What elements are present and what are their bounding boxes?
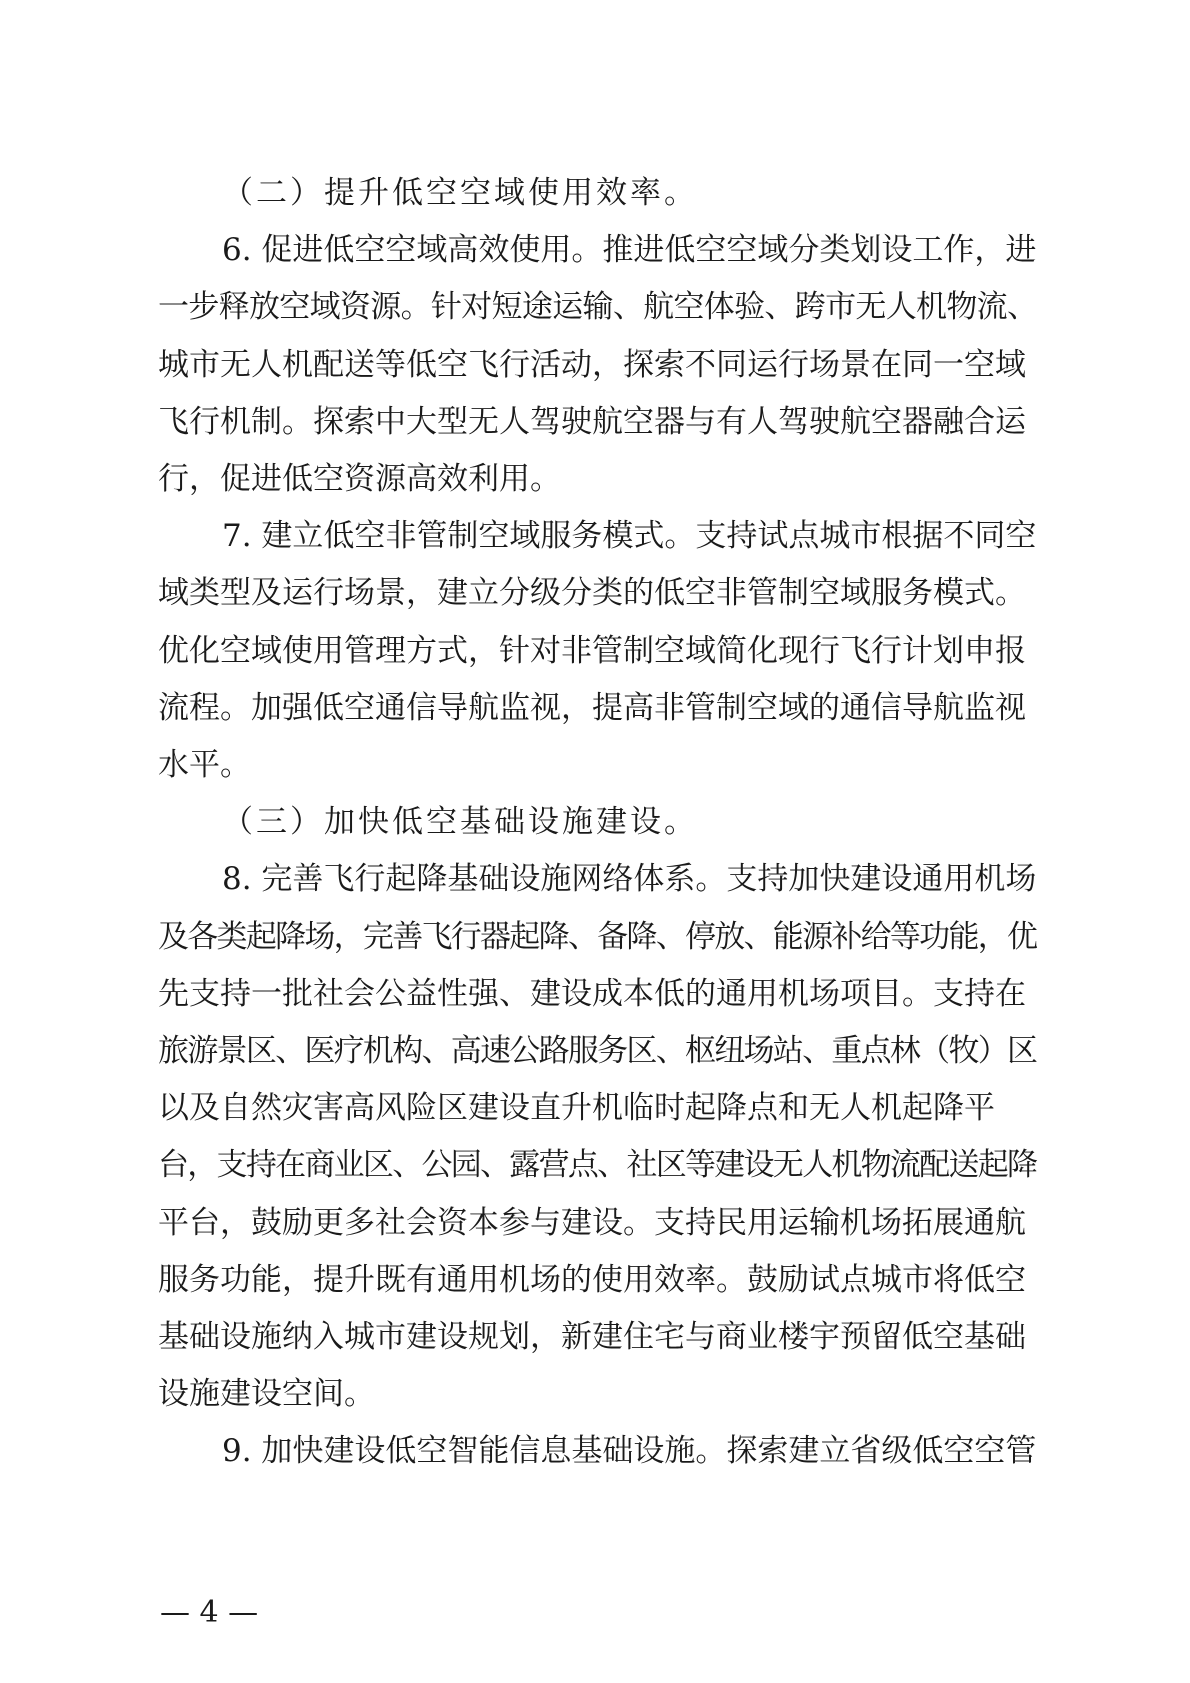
paragraph-line: 先支持一批社会公益性强、建设成本低的通用机场项目。支持在	[158, 975, 1026, 1012]
paragraph-line: 水平。	[158, 747, 251, 783]
paragraph-line: 行，促进低空资源高效利用。	[158, 461, 561, 497]
paragraph-line: 8. 完善飞行起降基础设施网络体系。支持加快建设通用机场	[222, 861, 1037, 898]
paragraph-line: 台，支持在商业区、公园、露营点、社区等建设无人机物流配送起降	[158, 1147, 1037, 1184]
paragraph-line: 服务功能，提升既有通用机场的使用效率。鼓励试点城市将低空	[158, 1261, 1026, 1298]
paragraph-line: 旅游景区、医疗机构、高速公路服务区、枢纽场站、重点林（牧）区	[158, 1033, 1037, 1069]
paragraph-line: 基础设施纳入城市建设规划，新建住宅与商业楼宇预留低空基础	[158, 1319, 1026, 1355]
paragraph-line: 平台，鼓励更多社会资本参与建设。支持民用运输机场拓展通航	[158, 1204, 1026, 1241]
paragraph-line: 一步释放空域资源。针对短途运输、航空体验、跨市无人机物流、	[158, 289, 1038, 326]
paragraph-line: 以及自然灾害高风险区建设直升机临时起降点和无人机起降平	[158, 1090, 995, 1127]
paragraph-line: 7. 建立低空非管制空域服务模式。支持试点城市根据不同空	[222, 518, 1037, 555]
paragraph-line: 9. 加快建设低空智能信息基础设施。探索建立省级低空空管	[222, 1433, 1037, 1470]
paragraph-line: 城市无人机配送等低空飞行活动，探索不同运行场景在同一空域	[158, 346, 1026, 383]
section-heading: （三）加快低空基础设施建设。	[222, 804, 698, 841]
paragraph-line: 及各类起降场，完善飞行器起降、备降、停放、能源补给等功能，优	[158, 918, 1037, 955]
section-heading: （二）提升低空空域使用效率。	[222, 175, 698, 211]
page-number: — 4 —	[160, 1595, 259, 1630]
paragraph-line: 优化空域使用管理方式，针对非管制空域简化现行飞行计划申报	[158, 632, 1026, 669]
paragraph-line: 6. 促进低空空域高效使用。推进低空空域分类划设工作，进	[222, 232, 1037, 269]
paragraph-line: 域类型及运行场景，建立分级分类的低空非管制空域服务模式。	[158, 575, 1026, 612]
paragraph-line: 飞行机制。探索中大型无人驾驶航空器与有人驾驶航空器融合运	[158, 403, 1026, 440]
paragraph-line: 流程。加强低空通信导航监视，提高非管制空域的通信导航监视	[158, 689, 1026, 726]
paragraph-line: 设施建设空间。	[158, 1376, 375, 1413]
